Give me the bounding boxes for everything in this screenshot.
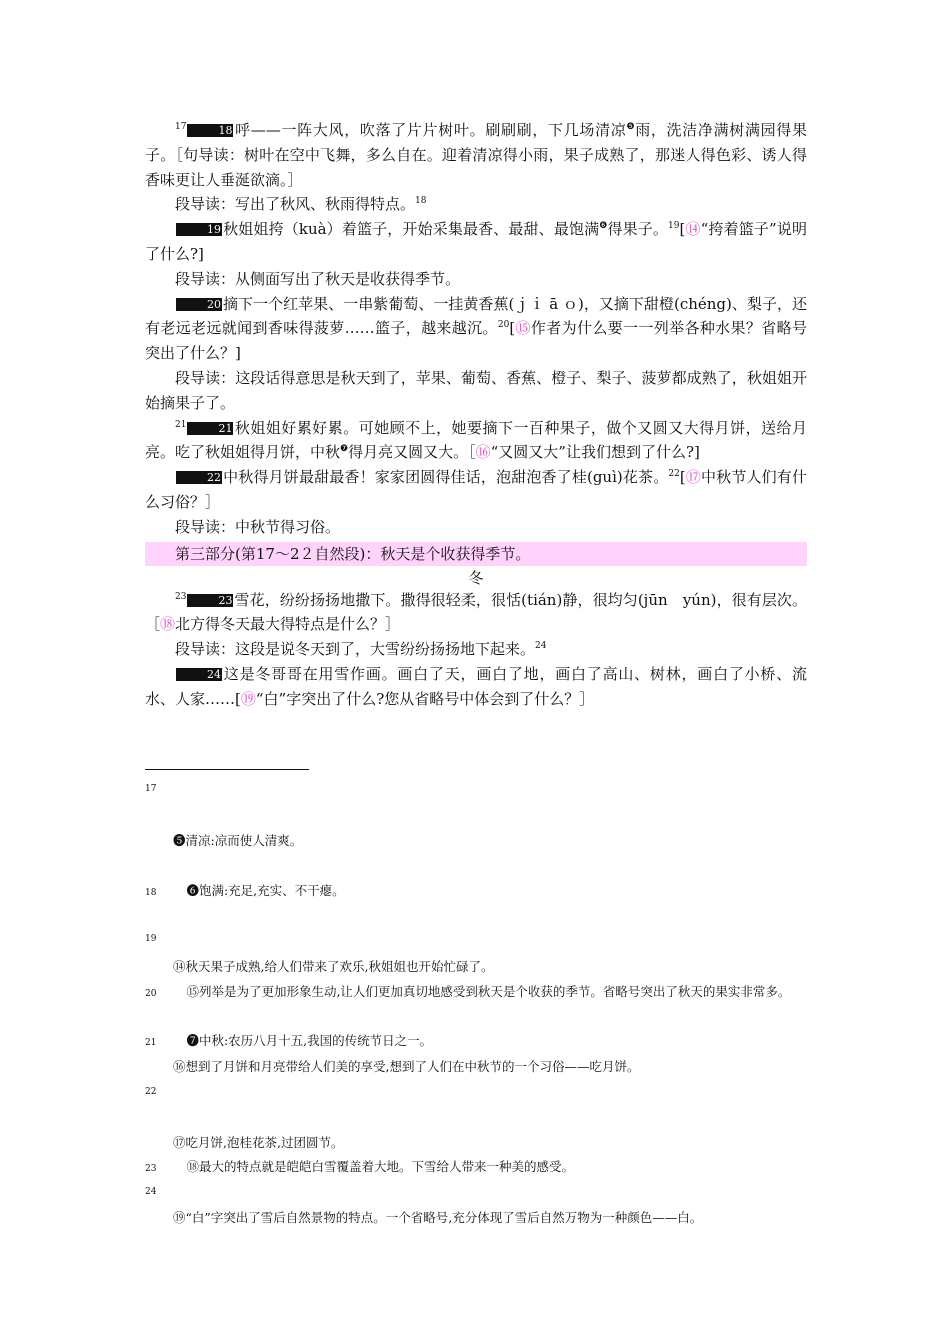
footnote-ref[interactable]: 22 [668, 469, 680, 480]
question-text: “挎着篮子”说明了什么?] [145, 220, 807, 263]
paragraph-text: 得月亮又圆又大。［ [348, 443, 476, 462]
guide-text: 段导读：写出了秋风、秋雨得特点。 [175, 195, 416, 214]
paragraph-text: 呼——一阵大风，吹落了片片树叶。刷刷刷，下几场清凉 [234, 121, 627, 139]
footnote-number: 21 [145, 1038, 157, 1048]
footnote-text: ❼中秋:农历八月十五,我国的传统节日之一。 [186, 1033, 433, 1048]
paragraph-text: 秋姐姐好累好累。可她顾不上，她要摘下一百种果子，做个又圆又大得月饼，送给月亮。吃了秋姐姐得月饼，中秋 [145, 418, 807, 462]
question-number-icon: ⑲ [240, 689, 256, 708]
footnote-number-24: 24 [145, 1187, 157, 1197]
question-number-icon: ⑰ [685, 468, 702, 487]
footnote-text: ⑱最大的特点就是皑皑白雪覆盖着大地。下雪给人带来一种美的感受。 [186, 1159, 574, 1174]
paragraph-text: 雨，洗洁净满树满园得果子。［句导读：树叶在空中飞舞，多么自在。迎着清凉得小雨，果子成熟了，那迷人得色彩、诱人得香味更让人垂涎欲滴。］ [145, 121, 807, 189]
paragraph-24 [145, 662, 807, 712]
paragraph-text: 得果子。 [607, 220, 669, 239]
paragraph-text: 雪花，纷纷扬扬地撒下。撒得很轻柔，很恬(tián)静，很均匀(jūn yún)，很有层次。［ [145, 590, 807, 634]
footnote-ref[interactable]: 18 [415, 196, 427, 207]
guide-text: 段导读：从侧面写出了秋天是收获得季节。 [175, 269, 461, 288]
paragraph-guide [145, 192, 807, 217]
guide-text: 段导读：这段话得意思是秋天到了，苹果、葡萄、香蕉、橙子、梨子、菠萝都成熟了，秋姐姐开始摘果子了。 [145, 368, 807, 412]
question-text: 作者为什么要一一列举各种水果？省略号突出了什么？] [145, 319, 807, 363]
footnote-16: ⑯想到了月饼和月亮带给人们美的享受,想到了人们在中秋节的一个习俗——吃月饼。 [173, 1059, 640, 1074]
paragraph-number-box: 24 [176, 668, 222, 681]
paragraph-guide [145, 637, 807, 662]
footnote-ref[interactable]: 20 [497, 320, 510, 331]
footnote-text: ⑮列举是为了更加形象生动,让人们更加真切地感受到秋天是个收获的季节。省略号突出了秋天的果实非常多。 [186, 984, 791, 999]
bracket: [ [679, 220, 686, 239]
footnote-21 [145, 1031, 807, 1053]
footnote-number-22: 22 [145, 1087, 157, 1097]
footnote-ref[interactable]: 23 [175, 591, 187, 602]
paragraph-guide [145, 267, 807, 292]
footnote-number: 18 [145, 888, 157, 898]
footnote-23 [145, 1157, 807, 1179]
paragraph-20 [145, 292, 807, 366]
footnote-ref[interactable]: 24 [535, 641, 547, 652]
paragraph-22 [145, 465, 807, 515]
question-number-icon: ⑮ [515, 319, 531, 338]
season-heading: 冬 [468, 568, 484, 587]
paragraph-text: 摘下一个红苹果、一串紫葡萄、一挂黄香蕉(ｊｉ ā ｏ)，又摘下甜橙(chéng)、梨子，还有老远老远就闻到香味得菠萝……篮子，越来越沉。 [145, 294, 807, 338]
question-text: 中秋节人们有什么习俗？］ [145, 468, 807, 511]
question-text: 北方得冬天最大得特点是什么？］ [175, 615, 401, 634]
main-text [145, 118, 807, 712]
annotation-mark: ❼ [340, 444, 349, 455]
paragraph-number-box: 19 [176, 223, 222, 236]
bracket: [ [679, 468, 686, 487]
paragraph-guide [145, 366, 807, 416]
footnote-divider [145, 769, 309, 770]
footnote-14: ⑭秋天果子成熟,给人们带来了欢乐,秋姐姐也开始忙碌了。 [173, 959, 494, 974]
footnote-5: ❺清凉:凉而使人清爽。 [173, 833, 303, 848]
paragraph-number-box: 21 [187, 422, 233, 435]
question-number-icon: ⑯ [475, 443, 491, 462]
section-summary-highlight: 第三部分(第17～2２自然段)：秋天是个收获得季节。 [145, 542, 807, 566]
paragraph-guide [145, 515, 807, 540]
question-number-icon: ⑱ [160, 615, 176, 634]
footnote-ref[interactable]: 17 [175, 122, 187, 132]
paragraph-21 [145, 416, 807, 466]
paragraph-18 [145, 118, 807, 192]
paragraph-number-box: 23 [187, 594, 233, 607]
paragraph-text: 中秋得月饼最甜最香！家家团圆得佳话，泡甜泡香了桂(guì)花茶。 [223, 468, 669, 487]
question-number-icon: ⑭ [685, 220, 701, 239]
footnote-19: ⑲“白”字突出了雪后自然景物的特点。一个省略号,充分体现了雪后自然万物为一种颜色——白。 [173, 1210, 703, 1225]
footnote-number-17: 17 [145, 784, 157, 794]
paragraph-number-box: 20 [176, 298, 222, 311]
paragraph-text: 秋姐姐挎（kuà）着篮子，开始采集最香、最甜、最饱满 [223, 220, 600, 239]
annotation-mark: ❺ [626, 122, 636, 132]
paragraph-text: 这是冬哥哥在用雪作画。画白了天，画白了地，画白了高山、树林，画白了小桥、流水、人家……[ [145, 664, 807, 708]
footnote-ref[interactable]: 19 [668, 221, 680, 232]
footnote-number: 20 [145, 989, 157, 999]
paragraph-23 [145, 588, 807, 638]
footnote-number: 23 [145, 1164, 157, 1174]
question-text: “又圆又大”让我们想到了什么?] [490, 443, 700, 462]
footnote-ref[interactable]: 21 [175, 419, 187, 430]
footnote-20 [145, 982, 807, 1004]
footnote-number-19: 19 [145, 934, 157, 944]
footnote-text: ❻饱满:充足,充实、不干瘪。 [186, 883, 345, 898]
annotation-mark: ❻ [599, 221, 608, 232]
paragraph-number-box: 22 [176, 471, 222, 484]
footnote-18 [145, 881, 807, 903]
guide-text: 段导读：中秋节得习俗。 [175, 517, 341, 536]
question-text: “白”字突出了什么?您从省略号中体会到了什么？］ [255, 689, 595, 708]
footnote-17: ⑰吃月饼,泡桂花茶,过团圆节。 [173, 1135, 344, 1150]
paragraph-19 [145, 217, 807, 267]
guide-text: 段导读：这段是说冬天到了，大雪纷纷扬扬地下起来。 [175, 640, 536, 659]
paragraph-number-box: 18 [187, 124, 233, 137]
bracket: [ [509, 319, 516, 338]
